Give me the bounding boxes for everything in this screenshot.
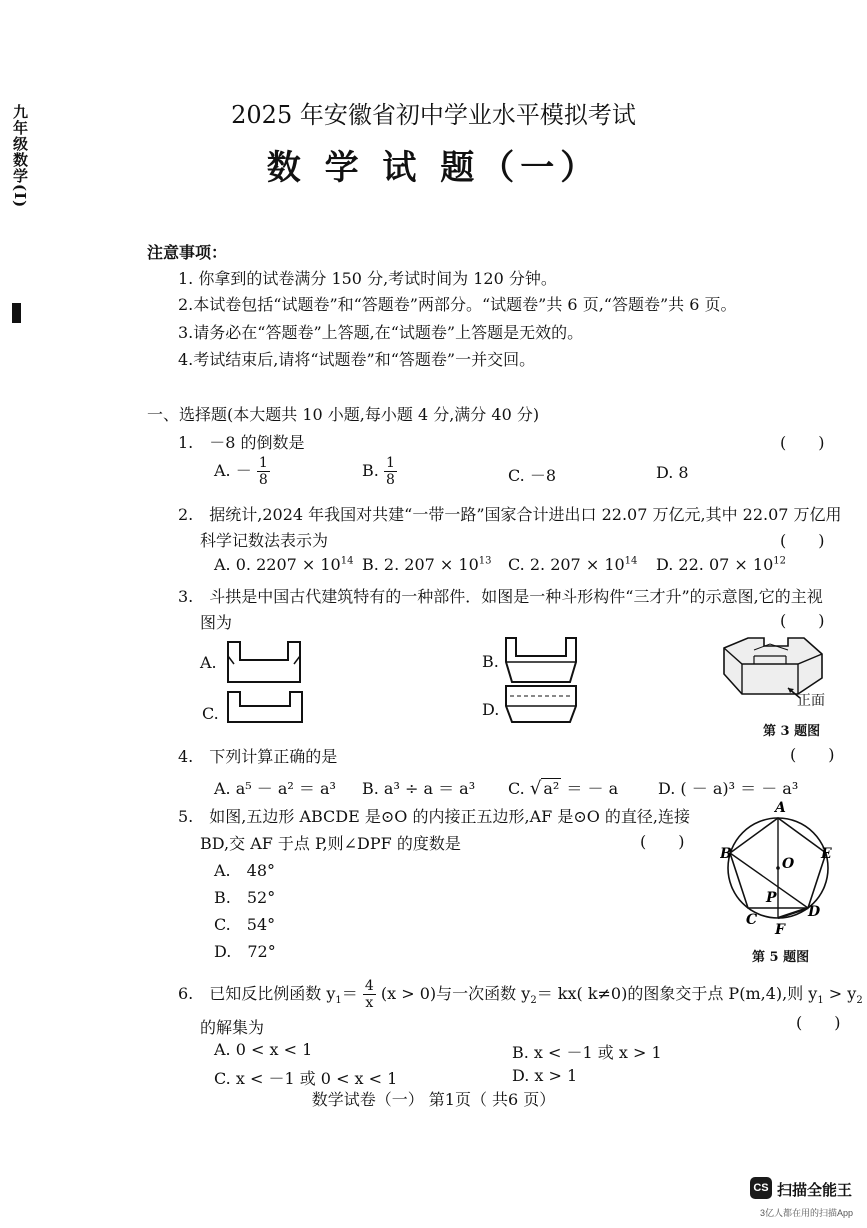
question-6-stem-2: 的解集为 xyxy=(200,1018,265,1037)
q5-option-a: A. 48° xyxy=(214,861,276,880)
answer-paren: ( ) xyxy=(780,611,825,630)
point-o-label: O xyxy=(782,856,795,872)
scanner-logo: CS xyxy=(750,1177,772,1199)
q4-option-a: A. a⁵ － a² ＝ a³ xyxy=(214,779,336,798)
question-6-stem: 6. 已知反比例函数 $y_1=$ $\frac{4}{x}$ (x > 0)与一次函数 $y_2= kx$( k≠0)的图象交于点 P(m,4),则 $y_1 > y_2$ xyxy=(178,978,863,1011)
q2-option-b: B. 2. $207 \times 10^{13}$ xyxy=(362,555,492,574)
point-b-label: B xyxy=(720,846,732,862)
point-d-label: D xyxy=(808,904,821,920)
point-e-label: E xyxy=(821,846,832,862)
q1-option-c: C. －8 xyxy=(508,466,557,485)
question-4-stem: 4. 下列计算正确的是 xyxy=(178,747,338,766)
answer-paren: ( ) xyxy=(796,1013,841,1032)
question-2-stem-2: 科学记数法表示为 xyxy=(200,531,329,550)
q2-option-d: D. 22. $07 \times 10^{12}$ xyxy=(656,555,786,574)
notice-item: 3.请务必在“答题卷”上答题,在“试题卷”上答题是无效的。 xyxy=(178,323,584,342)
answer-paren: ( ) xyxy=(780,433,825,452)
section-heading: 一、选择题(本大题共 10 小题,每小题 4 分,满分 40 分) xyxy=(147,405,540,424)
question-5-stem-2: BD,交 AF 于点 P,则∠DPF 的度数是 xyxy=(200,834,461,853)
q6-option-b: B. x < －1 或 x > 1 xyxy=(512,1043,662,1062)
page-subtitle: 数 学 试 题（一） xyxy=(266,148,601,188)
q5-option-b: B. 52° xyxy=(214,888,276,907)
q2-option-c: C. 2. $207 \times 10^{14}$ xyxy=(508,555,638,574)
q1-option-a: A. － $\frac{1}{8}$ xyxy=(214,455,268,488)
question-3-stem-2: 图为 xyxy=(200,613,233,632)
q3-label-d: D. xyxy=(482,700,500,719)
q3-option-a-figure xyxy=(226,638,302,684)
q2-option-a: A. 0. $2207 \times 10^{14}$ xyxy=(214,555,354,574)
question-1-stem: 1. －8 的倒数是 xyxy=(178,433,305,452)
side-mark xyxy=(12,303,21,323)
q1-option-b: B. $\frac{1}{8}$ xyxy=(362,455,395,488)
scanner-tagline: 3亿人都在用的扫描App xyxy=(760,1208,854,1218)
q1-option-d: D. 8 xyxy=(656,463,689,482)
page-footer: 数学试卷（一） 第1页（ 共6 页） xyxy=(311,1090,556,1109)
q6-option-c: C. x < －1 或 0 < x < 1 xyxy=(214,1069,398,1088)
point-a-label: A xyxy=(775,800,786,816)
answer-paren: ( ) xyxy=(640,832,685,851)
point-c-label: C xyxy=(746,912,758,928)
q3-label-b: B. xyxy=(482,652,499,671)
scanner-name: 扫描全能王 xyxy=(777,1182,853,1199)
q5-circle-figure xyxy=(720,800,836,940)
figure-3-caption: 第 3 题图 xyxy=(763,724,821,739)
q4-option-b: B. a³ ÷ a ＝ a³ xyxy=(362,779,476,798)
answer-paren: ( ) xyxy=(790,745,835,764)
q4-option-d: D. ( － a)³ ＝ － a³ xyxy=(658,779,799,798)
q3-label-a: A. xyxy=(200,653,217,672)
point-p-label: P xyxy=(766,890,777,906)
q5-option-d: D. 72° xyxy=(214,942,276,961)
point-f-label: F xyxy=(775,922,785,938)
notice-item: 1. 你拿到的试卷满分 150 分,考试时间为 120 分钟。 xyxy=(178,269,557,288)
q4-option-c: C. √ a² ＝ － a xyxy=(508,778,619,799)
q3-option-d-figure xyxy=(504,684,578,724)
figure-5-caption: 第 5 题图 xyxy=(752,950,810,965)
q6-option-d: D. x > 1 xyxy=(512,1066,578,1085)
q3-option-c-figure xyxy=(226,690,304,724)
notice-item: 4.考试结束后,请将“试题卷”和“答题卷”一并交回。 xyxy=(178,350,536,369)
page-title: 2025 年安徽省初中学业水平模拟考试 xyxy=(231,101,636,129)
q3-option-b-figure xyxy=(504,636,578,684)
question-2-stem: 2. 据统计,2024 年我国对共建“一带一路”国家合计进出口 22.07 万亿元,其中 22.07 万亿用 xyxy=(178,505,842,524)
question-3-stem: 3. 斗拱是中国古代建筑特有的一种部件．如图是一种斗形构件“三才升”的示意图,它的主视 xyxy=(178,587,823,606)
notice-heading: 注意事项： xyxy=(147,243,228,262)
q5-option-c: C. 54° xyxy=(214,915,276,934)
q6-option-a: A. 0 < x < 1 xyxy=(214,1040,313,1059)
front-label: 正面 xyxy=(797,693,825,709)
question-5-stem: 5. 如图,五边形 ABCDE 是⊙O 的内接正五边形,AF 是⊙O 的直径,连接 xyxy=(178,807,691,826)
q3-label-c: C. xyxy=(202,704,219,723)
answer-paren: ( ) xyxy=(780,531,825,550)
notice-item: 2.本试卷包括“试题卷”和“答题卷”两部分。“试题卷”共 6 页,“答题卷”共 6 页。 xyxy=(178,295,737,314)
side-label: 九年级数学(I) xyxy=(11,104,29,209)
